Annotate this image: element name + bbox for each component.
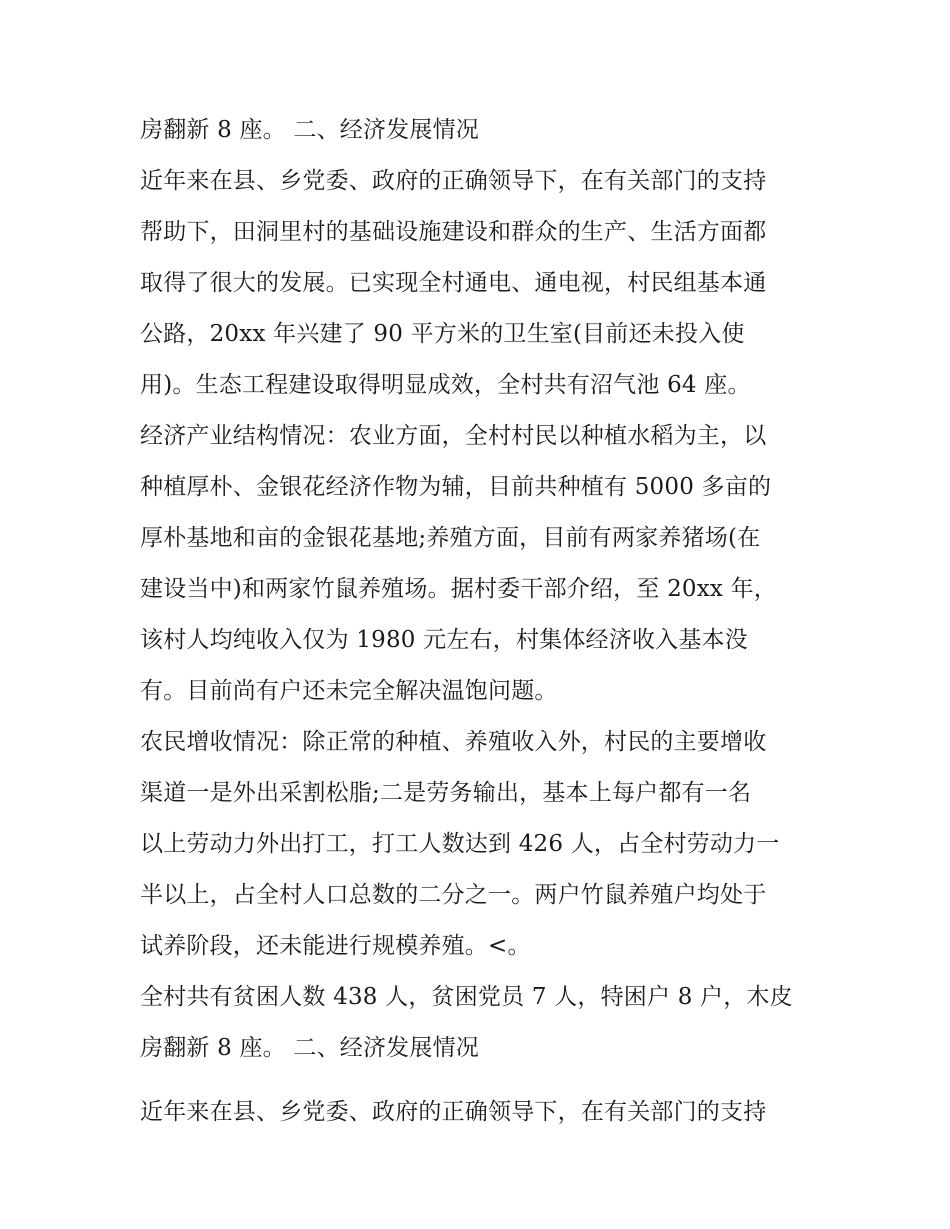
text-line: 农民增收情况：除正常的种植、养殖收入外，村民的主要增收 bbox=[140, 729, 767, 755]
text-line: 渠道一是外出采割松脂;二是劳务输出，基本上每户都有一名 bbox=[140, 780, 752, 806]
text-line: 全村共有贫困人数 438 人，贫困党员 7 人，特困户 8 户，木皮 bbox=[140, 984, 793, 1010]
text-line: 经济产业结构情况：农业方面，全村村民以种植水稻为主，以 bbox=[140, 423, 767, 449]
text-line: 建设当中)和两家竹鼠养殖场。据村委干部介绍，至 20xx 年， bbox=[140, 576, 778, 602]
text-line: 近年来在县、乡党委、政府的正确领导下，在有关部门的支持 bbox=[140, 1099, 767, 1125]
text-line: 有。目前尚有户还未完全解决温饱问题。 bbox=[140, 678, 558, 704]
text-line: 房翻新 8 座。 二、经济发展情况 bbox=[140, 1035, 479, 1061]
text-line: 该村人均纯收入仅为 1980 元左右，村集体经济收入基本没 bbox=[140, 627, 748, 653]
text-line: 试养阶段，还未能进行规模养殖。<。 bbox=[140, 933, 531, 959]
document-body bbox=[140, 105, 815, 1138]
text-line: 房翻新 8 座。 二、经济发展情况 bbox=[140, 117, 479, 143]
text-line: 近年来在县、乡党委、政府的正确领导下，在有关部门的支持 bbox=[140, 168, 767, 194]
text-line: 种植厚朴、金银花经济作物为辅，目前共种植有 5000 多亩的 bbox=[140, 474, 772, 500]
text-line: 公路，20xx 年兴建了 90 平方米的卫生室(目前还未投入使 bbox=[140, 321, 745, 347]
text-line: 以上劳动力外出打工，打工人数达到 426 人，占全村劳动力一 bbox=[140, 831, 780, 857]
text-line: 用)。生态工程建设取得明显成效，全村共有沼气池 64 座。 bbox=[140, 372, 751, 398]
text-line: 厚朴基地和亩的金银花基地;养殖方面，目前有两家养猪场(在 bbox=[140, 525, 761, 551]
text-line: 帮助下，田洞里村的基础设施建设和群众的生产、生活方面都 bbox=[140, 219, 767, 245]
text-line: 取得了很大的发展。已实现全村通电、通电视，村民组基本通 bbox=[140, 270, 767, 296]
text-line: 半以上，占全村人口总数的二分之一。两户竹鼠养殖户均处于 bbox=[140, 882, 767, 908]
